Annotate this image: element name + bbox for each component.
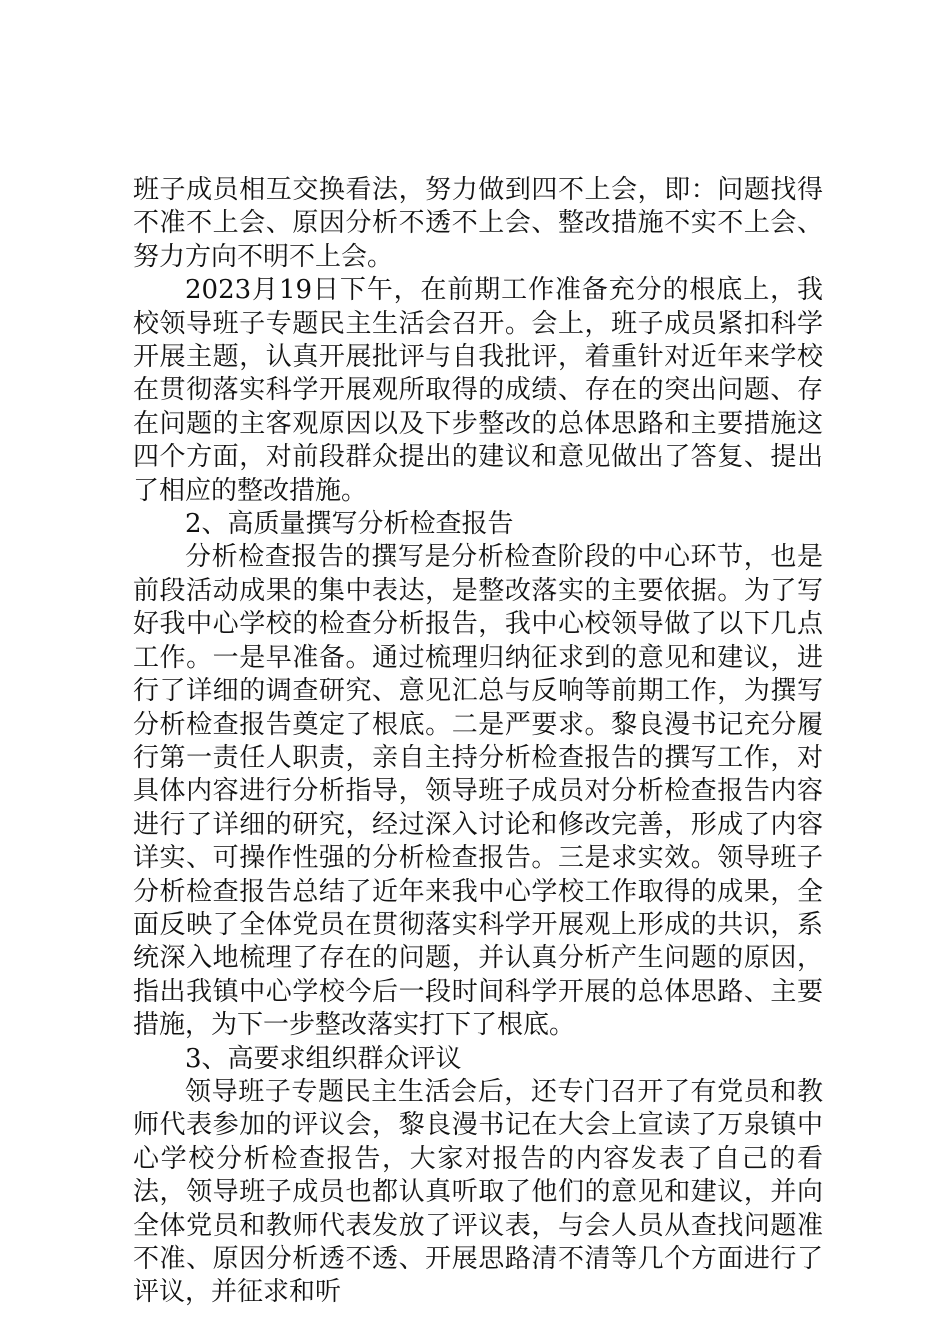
document-body — [133, 174, 823, 1310]
paragraph-evaluation: 领导班子专题民主生活会后，还专门召开了有党员和教师代表参加的评议会，黎良漫书记在大会上宣读了万泉镇中心学校分析检查报告，大家对报告的内容发表了自己的看法，领导班子成员也都认真听取了他们的意见和建议，并向全体党员和教师代表发放了评议表，与会人员从查找问题准不准、原因分析透不透、开展思路清不清等几个方面进行了评议，并征求和听 — [133, 1076, 823, 1308]
section-heading-3: 3、高要求组织群众评议 — [185, 1043, 462, 1074]
paragraph-continuation: 班子成员相互交换看法，努力做到四不上会，即：问题找得不准不上会、原因分析不透不上会、整改措施不实不上会、努力方向不明不上会。 — [133, 175, 823, 272]
paragraph-meeting: 2023月19日下午，在前期工作准备充分的根底上，我校领导班子专题民主生活会召开。会上，班子成员紧扣科学开展主题，认真开展批评与自我批评，着重针对近年来学校在贯彻落实科学开展观所取得的成绩、存在的突出问题、存在问题的主客观原因以及下步整改的总体思路和主要措施这四个方面，对前段群众提出的建议和意见做出了答复、提出了相应的整改措施。 — [133, 275, 823, 506]
paragraph-report: 分析检查报告的撰写是分析检查阶段的中心环节，也是前段活动成果的集中表达，是整改落实的主要依据。为了写好我中心学校的检查分析报告，我中心校领导做了以下几点工作。一是早准备。通过梳理归纳征求到的意见和建议，进行了详细的调查研究、意见汇总与反响等前期工作，为撰写分析检查报告奠定了根底。二是严要求。黎良漫书记充分履行第一责任人职责，亲自主持分析检查报告的撰写工作，对具体内容进行分析指导，领导班子成员对分析检查报告内容进行了详细的研究，经过深入讨论和修改完善，形成了内容详实、可操作性强的分析检查报告。三是求实效。领导班子分析检查报告总结了近年来我中心学校工作取得的成果，全面反映了全体党员在贯彻落实科学开展观上形成的共识，系统深入地梳理了存在的问题，并认真分析产生问题的原因，指出我镇中心学校今后一段时间科学开展的总体思路、主要措施，为下一步整改落实打下了根底。 — [133, 542, 823, 1041]
section-heading-2: 2、高质量撰写分析检查报告 — [185, 509, 514, 540]
